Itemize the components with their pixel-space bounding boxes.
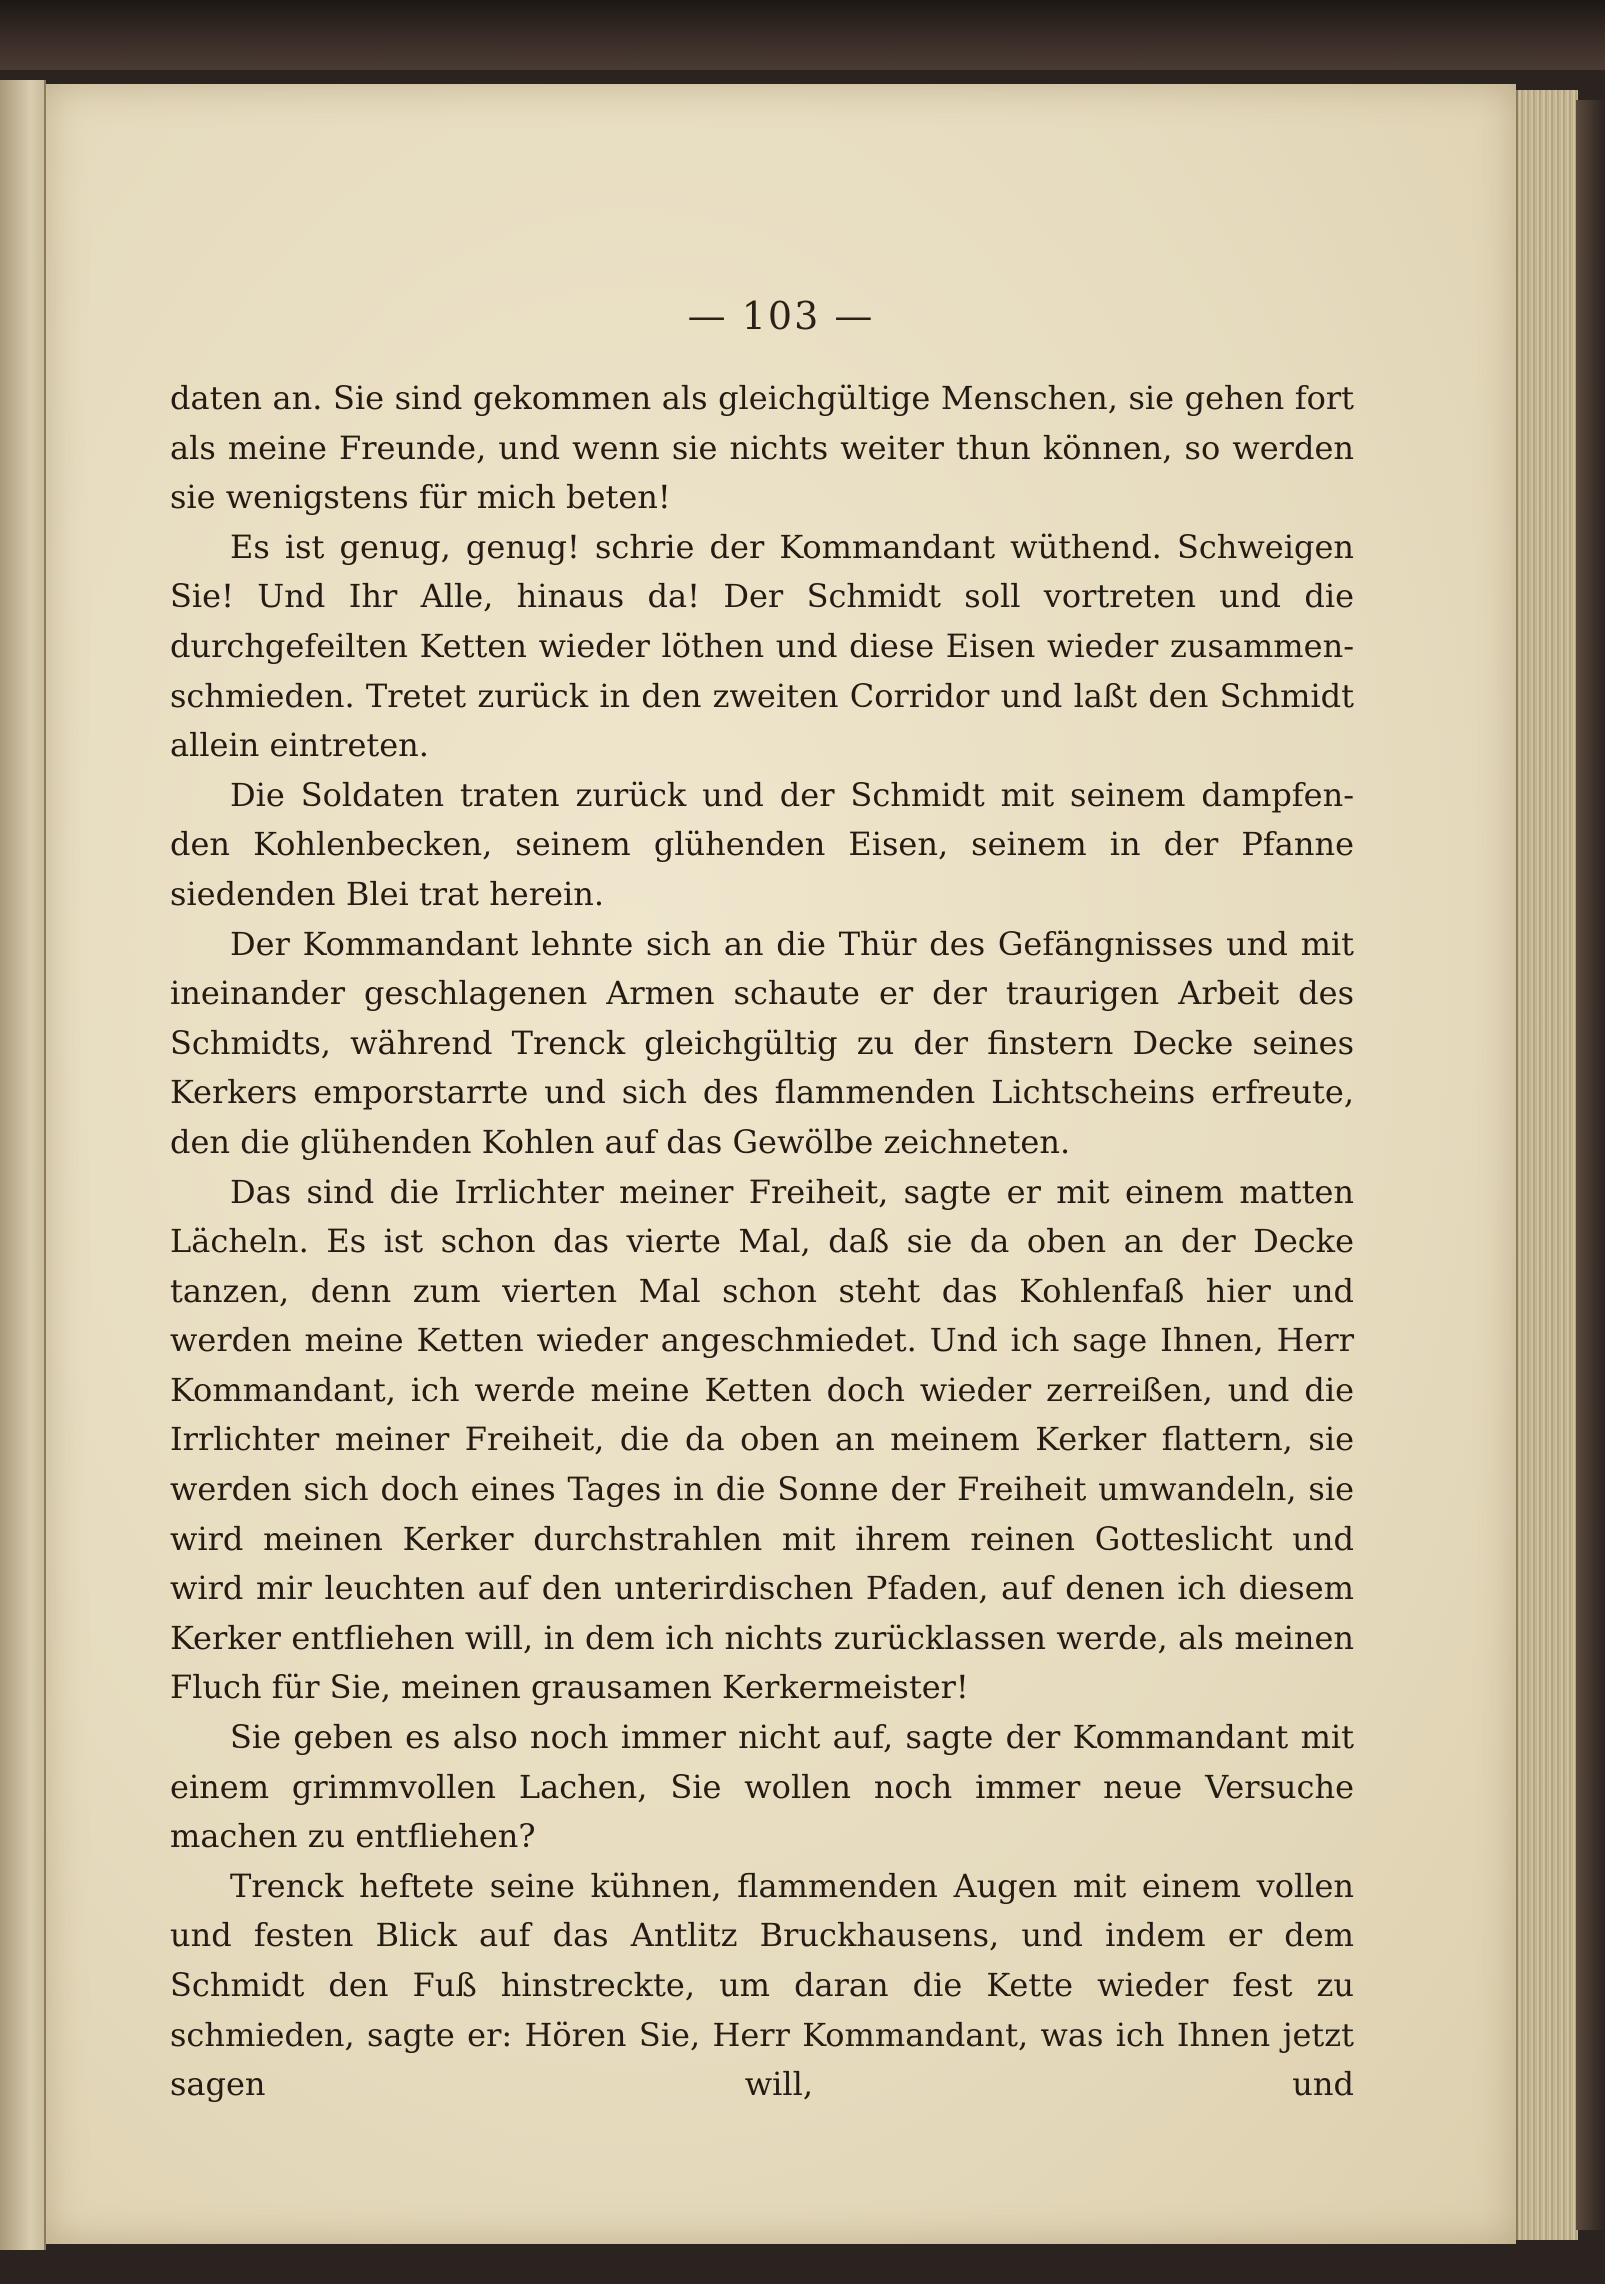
paragraph-4: Der Kommandant lehnte sich an die Thür des Gefängnisses und mit ineinander geschlagenen Armen schaute er der traurigen Arbeit des Schmidts, während Trenck gleichgültig zu der finstern Decke seines Kerkers emporstarrte und sich des flammenden Lichtscheins erfreute, den die glühenden Kohlen auf das Gewölbe zeichneten. — [170, 924, 1354, 1161]
paragraph-3: Die Soldaten traten zurück und der Schmidt mit seinem dampfen-den Kohlenbecken, seinem glühenden Eisen, seinem in der Pfanne siedenden Blei trat herein. — [170, 775, 1354, 913]
paragraph-1: daten an. Sie sind gekommen als gleichgültige Menschen, sie gehen fort als meine Freunde, und wenn sie nichts weiter thun können, so werden sie wenigstens für mich beten! — [170, 379, 1354, 517]
page-number-header: — 103 — — [687, 294, 875, 338]
page-text — [170, 374, 1354, 2110]
book-spine-shadow — [1576, 100, 1605, 2230]
book-page — [46, 84, 1516, 2244]
paragraph-7: Trenck heftete seine kühnen, flammenden Augen mit einem vollen und festen Blick auf das Antlitz Bruckhausens, und indem er dem Schmidt den Fuß hinstreckte, um daran die Kette wieder fest zu schmieden, sagte er: Hören Sie, Herr Kommandant, was ich Ihnen jetzt sagen will, und — [170, 1866, 1354, 2104]
paragraph-5: Das sind die Irrlichter meiner Freiheit, sagte er mit einem matten Lächeln. Es ist schon das vierte Mal, daß sie da oben an der Decke tanzen, denn zum vierten Mal schon steht das Kohlenfaß hier und werden meine Ketten wieder angeschmiedet. Und ich sage Ihnen, Herr Kommandant, ich werde meine Ketten doch wieder zerreißen, und die Irrlichter meiner Freiheit, die da oben an meinem Kerker flattern, sie werden sich doch eines Tages in die Sonne der Freiheit umwandeln, sie wird meinen Kerker durchstrahlen mit ihrem reinen Gotteslicht und wird mir leuchten auf den unterirdischen Pfaden, auf denen ich diesem Kerker entfliehen will, in dem ich nichts zurücklassen werde, als meinen Fluch für Sie, meinen grausamen Kerkermeister! — [170, 1172, 1354, 1707]
page-stack-edge — [1516, 90, 1578, 2240]
book-cover-bottom — [0, 2250, 1605, 2284]
previous-page-edge — [0, 80, 46, 2250]
paragraph-2: Es ist genug, genug! schrie der Kommandant wüthend. Schweigen Sie! Und Ihr Alle, hinaus da! Der Schmidt soll vortreten und die durchgefeilten Ketten wieder löthen und diese Eisen wieder zusammen-schmieden. Tretet zurück in den zweiten Corridor und laßt den Schmidt allein eintreten. — [170, 527, 1354, 765]
book-cover-top — [0, 0, 1605, 70]
paragraph-6: Sie geben es also noch immer nicht auf, sagte der Kommandant mit einem grimmvollen Lachen, Sie wollen noch immer neue Versuche machen zu entfliehen? — [170, 1718, 1354, 1856]
